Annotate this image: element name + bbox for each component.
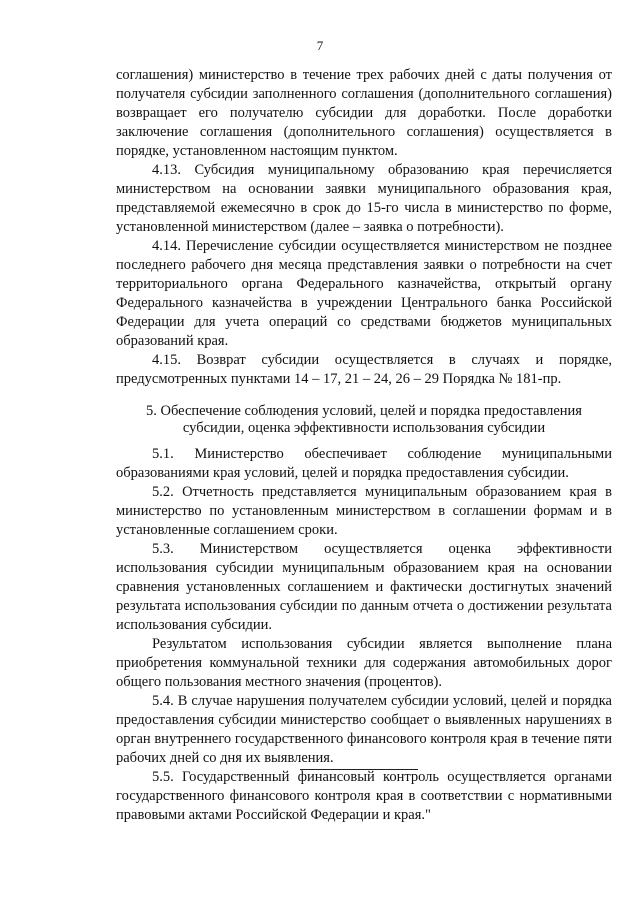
paragraph-continuation: соглашения) министерство в течение трех рабочих дней с даты получения от получателя субсидии заполненного соглашения (дополнительного соглашения) возвращает его получателю субсидии для доработки. После доработки заключение соглашения (дополнительного соглашения) осуществляется в порядке, установленном настоящим пунктом. — [116, 67, 612, 159]
paragraph-4-15: 4.15. Возврат субсидии осуществляется в случаях и порядке, предусмотренных пунктами 14 – 17, 21 – 24, 26 – 29 Порядка № 181-пр. — [116, 352, 612, 387]
paragraph-4-14: 4.14. Перечисление субсидии осуществляется министерством не позднее последнего рабочего дня месяца представления заявки о потребности на счет территориального органа Федерального казначейства, открытый органу Федерального казначейства в учреждении Центрального банка Российской Федерации для учета операций со средствами бюджетов муниципальных образований края. — [116, 238, 612, 349]
paragraph-5-1: 5.1. Министерство обеспечивает соблюдение муниципальными образованиями края условий, целей и порядка предоставления субсидии. — [116, 446, 612, 481]
page-number: 7 — [316, 38, 324, 53]
paragraph-result: Результатом использования субсидии является выполнение плана приобретения коммунальной техники для содержания автомобильных дорог общего пользования местного значения (процентов). — [116, 636, 612, 690]
paragraph-4-13: 4.13. Субсидия муниципальному образованию края перечисляется министерством на основании заявки муниципального образования края, представляемой ежемесячно в срок до 15-го числа в министерство по форме, установленной министерством (далее – заявка о потребности). — [116, 162, 612, 235]
section-5-heading: 5. Обеспечение соблюдения условий, целей и порядка предоставления субсидии, оценка эффективности использования субсидии — [146, 403, 582, 436]
paragraph-5-2: 5.2. Отчетность представляется муниципальным образованием края в министерство по установленным министерством в соглашении формам и в установленные соглашением сроки. — [116, 484, 612, 538]
closing-divider-line — [300, 769, 418, 770]
paragraph-5-4: 5.4. В случае нарушения получателем субсидии условий, целей и порядка предоставления субсидии министерство сообщает о выявленных нарушениях в орган внутреннего государственного финансового контроля края в течение пяти рабочих дней со дня их выявления. — [116, 693, 612, 766]
paragraph-5-3: 5.3. Министерством осуществляется оценка эффективности использования субсидии муниципальным образованием края на основании сравнения установленных соглашением и фактически достигнутых значений результата использования субсидии по данным отчета о достижении результата использования субсидии. — [116, 541, 612, 633]
paragraph-5-5: 5.5. Государственный финансовый контроль осуществляется органами государственного финансового контроля края в соответствии с нормативными правовыми актами Российской Федерации и края." — [116, 769, 612, 823]
document-body — [116, 66, 612, 825]
